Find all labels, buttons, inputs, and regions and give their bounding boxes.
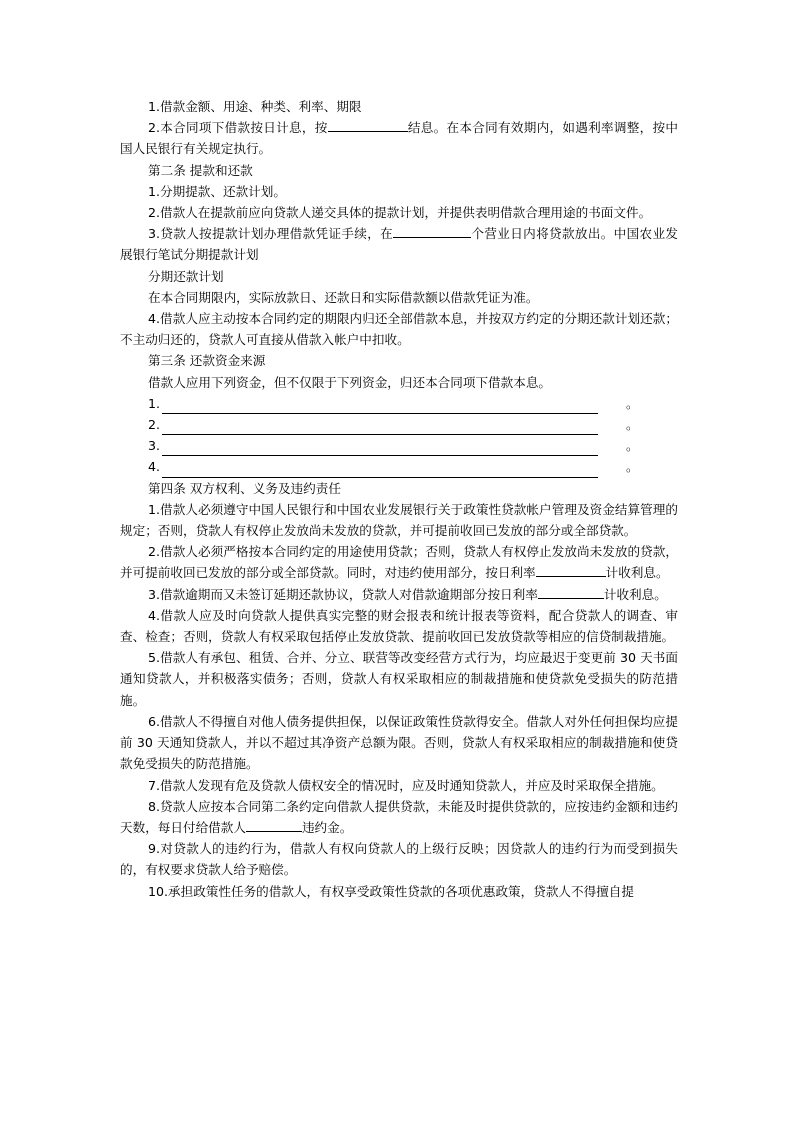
- clause-withdraw-plan: 2.借款人在提款前应向贷款人递交具体的提款计划，并提供表明借款合理用途的书面文件。: [148, 205, 652, 221]
- business-days-blank[interactable]: [393, 223, 471, 238]
- clause-4-9: 9.对贷款人的违约行为，借款人有权向贷款人的上级行反映；因贷款人的违约行为而受到损失的，有权要求贷款人给予赔偿。: [120, 841, 678, 878]
- clause-repay-source: 借款人应用下列资金，但不仅限于下列资金，归还本合同项下借款本息。: [148, 374, 551, 390]
- article-4-title: 第四条 双方权利、义务及违约责任: [148, 480, 341, 496]
- clause-4-8: 8.贷款人应按本合同第二条约定向借款人提供贷款，未能及时提供贷款的，应按违约金额和违约天数，每日付给借款人 违约金。: [120, 798, 678, 835]
- penalty-rate-blank[interactable]: [536, 562, 606, 577]
- clause-4-3: 3.借款逾期而又未签订延期还款协议，贷款人对借款逾期部分按日利率 计收利息。: [120, 584, 678, 605]
- clause-disbursement: [120, 223, 678, 265]
- clause-4-5: 5.借款人有承包、租赁、合并、分立、联营等改变经营方式行为，均应最迟于变更前 30 天书面通知贷款人，并积极落实债务；否则，贷款人有权采取相应的制裁措施和使贷款免受损失的防范措施。: [120, 650, 678, 708]
- interest-method-blank[interactable]: [328, 117, 408, 132]
- clause-4-1: 1.借款人必须遵守中国人民银行和中国农业发展银行关于政策性贷款帐户管理及资金结算管理的规定；否则，贷款人有权停止发放尚未发放的贷款，并可提前收回已发放的部分或全部贷款。: [120, 501, 678, 539]
- article-3-title: 第三条 还款资金来源: [148, 353, 266, 369]
- clause-4-7: 7.借款人发现有危及贷款人债权安全的情况时，应及时通知贷款人，并应及时采取保全措施。: [148, 777, 664, 793]
- clause-4-10: 10.承担政策性任务的借款人，有权享受政策性贷款的各项优惠政策，贷款人不得擅自提: [148, 883, 634, 899]
- overdue-rate-blank[interactable]: [538, 584, 604, 599]
- repay-source-item-1: 1. 。: [120, 393, 678, 414]
- clause-4-6: 6.借款人不得擅自对他人债务提供担保，以保证政策性贷款得安全。借款人对外任何担保均应提前 30 天通知贷款人，并以不超过其净资产总额为限。否则，贷款人有权采取相应的制裁措施和使贷款免受损失的防范措施。: [120, 713, 678, 772]
- penalty-amount-blank[interactable]: [246, 817, 302, 832]
- clause-actual-dates: 在本合同期限内，实际放款日、还款日和实际借款额以借款凭证为准。: [148, 289, 539, 305]
- repay-source-item-3: 3. 。: [120, 435, 678, 456]
- contract-page: [120, 96, 678, 902]
- clause-disbursement-text-a: 3.贷款人按提款计划办理借款凭证手续，在: [148, 226, 394, 242]
- clause-interest-text-b: 结息。在本合同有效期内，如遇利率调整，按中国人民银行有关规定执行。: [120, 120, 678, 157]
- clause-repayment-duty: 4.借款人应主动按本合同约定的期限内归还全部借款本息，并按双方约定的分期还款计划还款；不主动归还的，贷款人可直接从借款入帐户中扣收。: [120, 311, 678, 348]
- clause-loan-terms: 1.借款金额、用途、种类、利率、期限: [148, 99, 362, 114]
- clause-4-4: 4.借款人应及时向贷款人提供真实完整的财会报表和统计报表等资料，配合贷款人的调查、审查、检查；否则，贷款人有权采取包括停止发放贷款、提前收回已发放贷款等相应的信贷制裁措施。: [120, 607, 678, 645]
- repay-source-blank-3[interactable]: [162, 441, 598, 456]
- clause-interest-text-a: 2.本合同项下借款按日计息，按: [148, 120, 328, 136]
- repay-source-blank-2[interactable]: [162, 420, 598, 435]
- clause-disbursement-text-b: 个营业日内将贷款放出。中国农业发展银行笔试分期提款计划: [120, 226, 678, 263]
- article-2-title: 第二条 提款和还款: [148, 162, 253, 178]
- clause-interest: [120, 117, 678, 159]
- repay-source-item-4: 4. 。: [120, 456, 678, 477]
- repay-source-blank-1[interactable]: [162, 399, 598, 414]
- repayment-plan-heading: 分期还款计划: [148, 268, 224, 284]
- repay-source-item-2: 2. 。: [120, 414, 678, 435]
- clause-installment-plan: 1.分期提款、还款计划。: [148, 183, 286, 199]
- repay-source-blank-4[interactable]: [162, 463, 598, 478]
- clause-4-2: 2.借款人必须严格按本合同约定的用途使用贷款；否则，贷款人有权停止发放尚未发放的贷款，并可提前收回已发放的部分或全部贷款。同时，对违约使用部分，按日利率 计收利息。: [120, 544, 678, 581]
